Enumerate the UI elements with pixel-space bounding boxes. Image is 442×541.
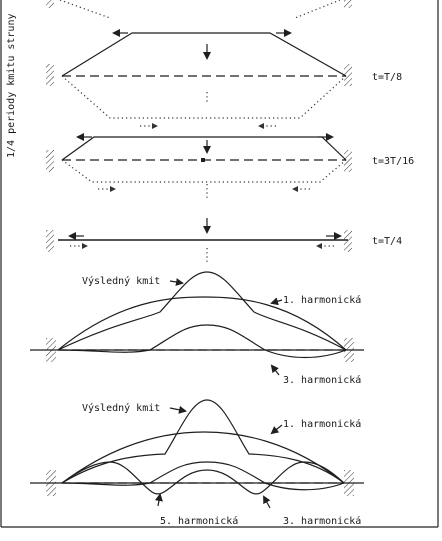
- string-shape: [62, 137, 346, 160]
- row-t-eighth: [46, 33, 402, 129]
- fifth-harmonic-label: 5. harmonická: [160, 516, 239, 527]
- third-harmonic-arrow: [272, 366, 279, 375]
- time-label: t=3T/16: [372, 156, 415, 167]
- center-marker: [201, 158, 205, 162]
- third-harmonic-curve: [62, 462, 344, 490]
- third-harmonic-label: 3. harmonická: [283, 375, 362, 386]
- first-harmonic-curve: [62, 432, 344, 483]
- time-label: t=T/4: [372, 236, 403, 247]
- first-harmonic-label: 1. harmonická: [283, 295, 362, 306]
- dotted-arrow-head-left: [82, 243, 88, 249]
- mirror-shape: [62, 160, 346, 182]
- support-right: [344, 0, 352, 8]
- dotted-arrow-head-right: [316, 243, 322, 249]
- third-harmonic-label: 3. harmonická: [283, 516, 362, 527]
- dotted-arrow-head-left: [152, 123, 158, 129]
- third-harmonic-arrow: [264, 497, 270, 508]
- time-label: t=T/8: [372, 72, 403, 83]
- dotted-arrow-head-right: [292, 186, 298, 192]
- row-t-three-sixteenths: [46, 137, 414, 198]
- superposition-first-third: [30, 272, 364, 386]
- first-harmonic-label: 1. harmonická: [283, 419, 362, 430]
- result-label-arrow: [170, 408, 185, 411]
- support-left: [46, 150, 54, 172]
- support-left: [46, 230, 54, 252]
- dotted-arrow-head-left: [110, 186, 116, 192]
- support-left: [46, 0, 54, 8]
- first-harmonic-arrow: [272, 425, 282, 433]
- result-label-arrow: [170, 281, 182, 283]
- dotted-arrow-head-right: [258, 123, 264, 129]
- row-top-partial: [46, 0, 352, 18]
- support-right: [344, 230, 352, 252]
- result-label: Výsledný kmit: [82, 403, 161, 414]
- string-shape: [62, 33, 346, 76]
- side-caption: 1/4 periody kmitu struny: [6, 13, 17, 158]
- result-label: Výsledný kmit: [82, 276, 161, 287]
- support-left: [46, 64, 54, 86]
- dotted-string-left: [60, 0, 110, 18]
- mirror-shape: [62, 76, 346, 118]
- dotted-string-right: [295, 0, 340, 18]
- superposition-first-third-fifth: [30, 400, 364, 527]
- first-harmonic-arrow: [272, 300, 282, 303]
- fifth-harmonic-arrow: [158, 495, 160, 506]
- row-t-quarter: [46, 218, 402, 262]
- support-right: [344, 150, 352, 172]
